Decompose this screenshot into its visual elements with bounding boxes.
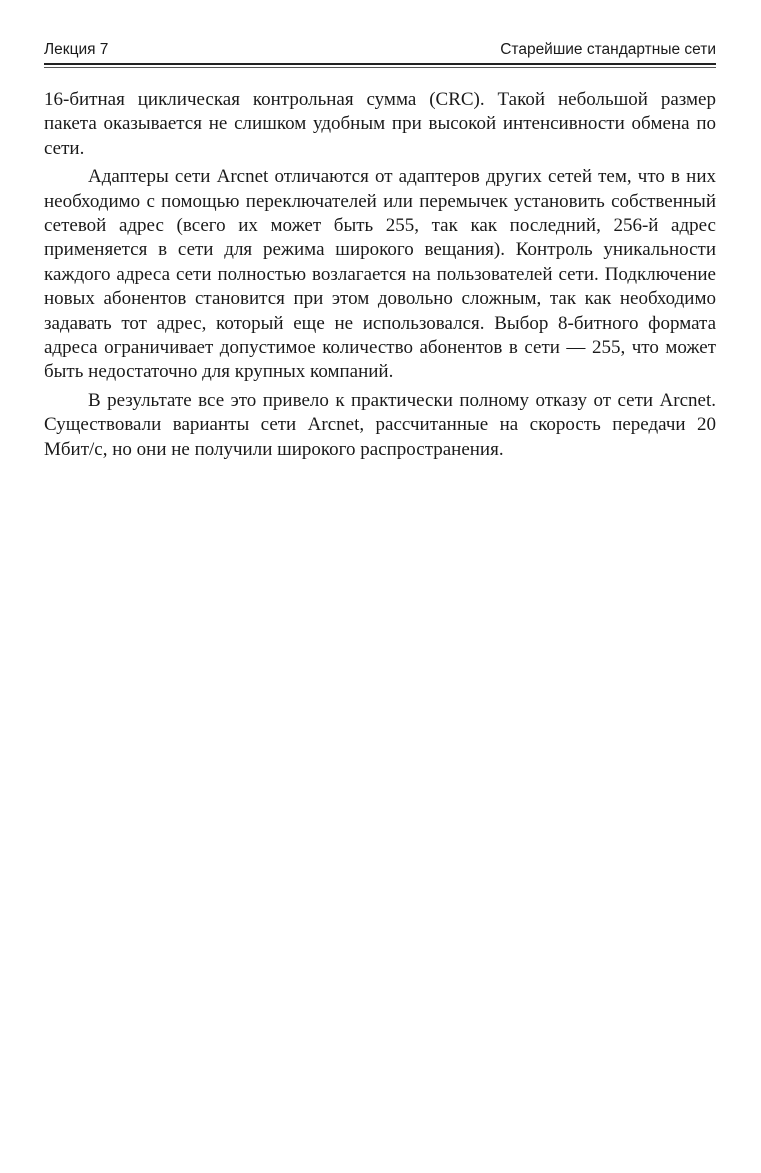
chapter-label: Лекция 7 <box>44 41 109 58</box>
running-header <box>44 40 716 62</box>
paragraph-arcnet-adapters: Адаптеры сети Arcnet отличаются от адаптеров других сетей тем, что в них необходимо с помощью переключателей или перемычек установить собственный сетевой адрес (всего их может быть 255, так как последний, 256-й адрес применяется в сети для режима широкого вещания). Контроль уникальности каждого адреса сети полностью возлагается на пользователей сети. Подключение новых абонентов становится при этом довольно сложным, так как необходимо задавать тот адрес, который еще не использовался. Выбор 8-битного формата адреса ограничивает допустимое количество абонентов в сети — 255, что может быть недостаточно для крупных компаний. <box>44 166 716 383</box>
header-rule-thin <box>44 67 716 68</box>
body-text <box>44 88 716 462</box>
paragraph-continuation: 16-битная циклическая контрольная сумма (CRC). Такой небольшой размер пакета оказывается не слишком удобным при высокой интенсивности обмена по сети. <box>44 89 716 159</box>
section-title: Старейшие стандартные сети <box>500 41 716 58</box>
header-rule-thick <box>44 63 716 65</box>
paragraph-conclusion: В результате все это привело к практически полному отказу от сети Arcnet. Существовали варианты сети Arcnet, рассчитанные на скорость передачи 20 Мбит/с, но они не получили широкого распространения. <box>44 389 716 460</box>
